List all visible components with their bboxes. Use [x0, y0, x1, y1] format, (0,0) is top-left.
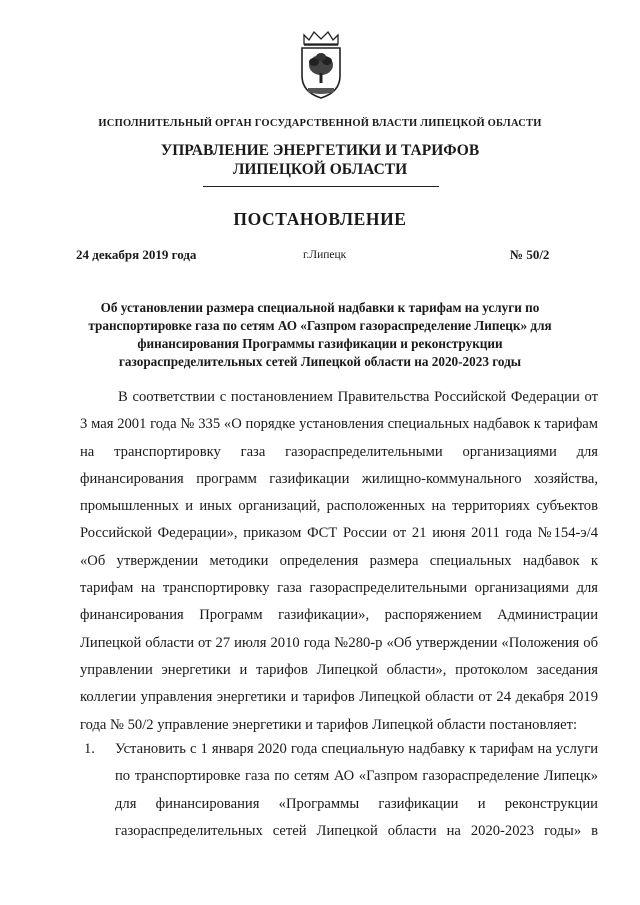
- list-item-line-2: по транспортировке газа по сетям АО «Газпром газораспределение Липецк»: [115, 768, 598, 785]
- document-city: г.Липецк: [303, 249, 347, 261]
- document-date: 24 декабря 2019 года: [76, 247, 197, 262]
- authority-name: ИСПОЛНИТЕЛЬНЫЙ ОРГАН ГОСУДАРСТВЕННОЙ ВЛАСТИ ЛИПЕЦКОЙ ОБЛАСТИ: [98, 118, 542, 129]
- subject-line-1: Об установлении размера специальной надбавки к тарифам на услуги по: [100, 300, 540, 315]
- department-line-2: ЛИПЕЦКОЙ ОБЛАСТИ: [232, 161, 408, 178]
- document-subject: [0, 299, 640, 371]
- header-divider: [203, 186, 439, 187]
- subject-line-2: транспортировке газа по сетям АО «Газпром газораспределение Липецк» для: [88, 318, 552, 333]
- lipetsk-coat-of-arms-icon: [296, 30, 346, 102]
- list-item-line-3: для финансирования «Программы газификации и реконструкции: [115, 795, 598, 812]
- department-name: [0, 141, 640, 179]
- list-item-line-4: газораспределительных сетей Липецкой области на 2020-2023 годы» в: [115, 822, 598, 839]
- document-number: № 50/2: [510, 247, 550, 262]
- list-item-line-1: Установить с 1 января 2020 года специальную надбавку к тарифам на услуги: [115, 741, 598, 757]
- subject-line-4: газораспределительных сетей Липецкой области на 2020-2023 годы: [118, 354, 522, 369]
- preamble-paragraph: В соответствии с постановлением Правительства Российской Федерации от 3 мая 2001 года № 335 «О порядке установления специальных надбавок к тарифам на транспортировку газа газораспределительными организациями для финансирования программ газификации жилищно-коммунального хозяйства, промышленных и иных организаций, расположенных на территориях субъектов Российской Федерации», приказом ФСТ России от 21 июня 2011 года №154-э/4 «Об утверждении методики определения размера специальных надбавок к тарифам на транспортировку газа газораспределительными организациями для финансирования Программ газификации», распоряжением Администрации Липецкой области от 27 июля 2010 года №280-р «Об утверждении «Положения об управлении энергетики и тарифов Липецкой области», протоколом заседания коллегии управления энергетики и тарифов Липецкой области от 24 декабря 2019 года № 50/2 управление энергетики и тарифов Липецкой области постановляет:: [80, 389, 598, 733]
- list-item-number: 1.: [84, 741, 95, 757]
- department-line-1: УПРАВЛЕНИЕ ЭНЕРГЕТИКИ И ТАРИФОВ: [160, 142, 480, 159]
- subject-line-3: финансирования Программы газификации и реконструкции: [137, 336, 503, 351]
- document-type-title: ПОСТАНОВЛЕНИЕ: [233, 209, 407, 229]
- list-item-text: [115, 736, 598, 845]
